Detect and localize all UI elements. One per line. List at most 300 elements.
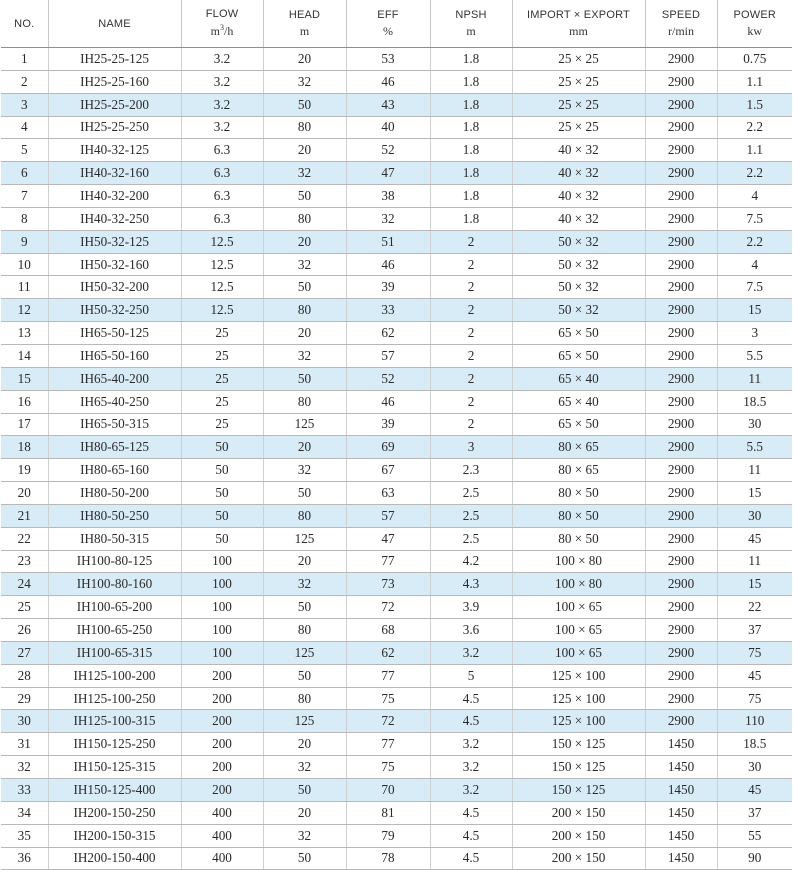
cell-port: 150 × 125 bbox=[512, 733, 645, 756]
cell-port: 80 × 50 bbox=[512, 504, 645, 527]
cell-speed: 2900 bbox=[645, 185, 717, 208]
cell-flow: 12.5 bbox=[181, 299, 263, 322]
col-header-import-export-unit: mm bbox=[569, 23, 588, 38]
cell-speed: 2900 bbox=[645, 596, 717, 619]
cell-port: 40 × 32 bbox=[512, 139, 645, 162]
cell-eff: 78 bbox=[346, 847, 430, 870]
cell-flow: 50 bbox=[181, 504, 263, 527]
cell-name: IH40-32-250 bbox=[48, 207, 181, 230]
cell-name: IH25-25-125 bbox=[48, 48, 181, 71]
cell-power: 30 bbox=[717, 504, 792, 527]
cell-head: 20 bbox=[263, 801, 346, 824]
cell-power: 22 bbox=[717, 596, 792, 619]
cell-power: 1.1 bbox=[717, 70, 792, 93]
cell-npsh: 1.8 bbox=[430, 207, 512, 230]
cell-flow: 100 bbox=[181, 619, 263, 642]
cell-flow: 200 bbox=[181, 687, 263, 710]
cell-power: 15 bbox=[717, 573, 792, 596]
cell-port: 25 × 25 bbox=[512, 48, 645, 71]
cell-head: 80 bbox=[263, 390, 346, 413]
cell-head: 20 bbox=[263, 322, 346, 345]
cell-power: 11 bbox=[717, 367, 792, 390]
cell-flow: 25 bbox=[181, 413, 263, 436]
cell-port: 200 × 150 bbox=[512, 847, 645, 870]
col-header-eff-unit: % bbox=[383, 23, 393, 38]
cell-port: 50 × 32 bbox=[512, 253, 645, 276]
cell-flow: 6.3 bbox=[181, 185, 263, 208]
col-header-import-export bbox=[512, 0, 645, 48]
cell-speed: 1450 bbox=[645, 779, 717, 802]
cell-head: 80 bbox=[263, 619, 346, 642]
pump-spec-table bbox=[1, 0, 792, 870]
cell-npsh: 3.2 bbox=[430, 641, 512, 664]
cell-speed: 2900 bbox=[645, 139, 717, 162]
cell-flow: 50 bbox=[181, 482, 263, 505]
table-row bbox=[1, 139, 792, 162]
cell-power: 75 bbox=[717, 641, 792, 664]
cell-eff: 46 bbox=[346, 253, 430, 276]
col-header-speed bbox=[645, 0, 717, 48]
cell-power: 18.5 bbox=[717, 733, 792, 756]
cell-name: IH25-25-200 bbox=[48, 93, 181, 116]
table-body bbox=[1, 48, 792, 870]
cell-head: 20 bbox=[263, 550, 346, 573]
cell-npsh: 2 bbox=[430, 413, 512, 436]
cell-speed: 2900 bbox=[645, 573, 717, 596]
cell-port: 125 × 100 bbox=[512, 710, 645, 733]
cell-speed: 2900 bbox=[645, 230, 717, 253]
cell-head: 32 bbox=[263, 756, 346, 779]
cell-power: 2.2 bbox=[717, 162, 792, 185]
cell-port: 80 × 65 bbox=[512, 459, 645, 482]
cell-name: IH200-150-250 bbox=[48, 801, 181, 824]
cell-head: 80 bbox=[263, 299, 346, 322]
cell-head: 50 bbox=[263, 779, 346, 802]
cell-eff: 52 bbox=[346, 139, 430, 162]
cell-npsh: 1.8 bbox=[430, 185, 512, 208]
cell-name: IH80-50-315 bbox=[48, 527, 181, 550]
cell-eff: 47 bbox=[346, 162, 430, 185]
cell-power: 5.5 bbox=[717, 344, 792, 367]
cell-flow: 200 bbox=[181, 664, 263, 687]
cell-eff: 75 bbox=[346, 687, 430, 710]
cell-npsh: 3 bbox=[430, 436, 512, 459]
cell-speed: 2900 bbox=[645, 436, 717, 459]
cell-no: 34 bbox=[1, 801, 48, 824]
cell-head: 125 bbox=[263, 641, 346, 664]
cell-no: 35 bbox=[1, 824, 48, 847]
header-row bbox=[1, 0, 792, 48]
col-header-power-unit: kw bbox=[747, 23, 763, 38]
cell-power: 7.5 bbox=[717, 276, 792, 299]
cell-speed: 2900 bbox=[645, 70, 717, 93]
cell-head: 20 bbox=[263, 436, 346, 459]
cell-flow: 12.5 bbox=[181, 253, 263, 276]
cell-speed: 1450 bbox=[645, 733, 717, 756]
cell-eff: 70 bbox=[346, 779, 430, 802]
cell-npsh: 4.5 bbox=[430, 801, 512, 824]
table-row bbox=[1, 230, 792, 253]
cell-power: 7.5 bbox=[717, 207, 792, 230]
col-header-name-label: NAME bbox=[98, 17, 131, 30]
cell-name: IH80-65-160 bbox=[48, 459, 181, 482]
cell-speed: 2900 bbox=[645, 710, 717, 733]
cell-name: IH25-25-160 bbox=[48, 70, 181, 93]
cell-power: 1.5 bbox=[717, 93, 792, 116]
cell-name: IH65-40-250 bbox=[48, 390, 181, 413]
table-row bbox=[1, 48, 792, 71]
cell-power: 4 bbox=[717, 185, 792, 208]
cell-name: IH200-150-400 bbox=[48, 847, 181, 870]
cell-head: 20 bbox=[263, 48, 346, 71]
cell-npsh: 2 bbox=[430, 390, 512, 413]
cell-flow: 3.2 bbox=[181, 116, 263, 139]
cell-port: 65 × 40 bbox=[512, 367, 645, 390]
cell-name: IH80-50-200 bbox=[48, 482, 181, 505]
cell-npsh: 3.2 bbox=[430, 779, 512, 802]
cell-flow: 200 bbox=[181, 756, 263, 779]
cell-head: 125 bbox=[263, 527, 346, 550]
cell-npsh: 2 bbox=[430, 299, 512, 322]
col-header-no-label: NO. bbox=[14, 17, 35, 30]
cell-eff: 81 bbox=[346, 801, 430, 824]
cell-eff: 32 bbox=[346, 207, 430, 230]
cell-eff: 72 bbox=[346, 596, 430, 619]
cell-speed: 2900 bbox=[645, 276, 717, 299]
cell-port: 65 × 40 bbox=[512, 390, 645, 413]
cell-port: 25 × 25 bbox=[512, 70, 645, 93]
cell-port: 40 × 32 bbox=[512, 207, 645, 230]
col-header-power bbox=[717, 0, 792, 48]
cell-speed: 2900 bbox=[645, 48, 717, 71]
cell-port: 100 × 65 bbox=[512, 619, 645, 642]
cell-head: 32 bbox=[263, 253, 346, 276]
cell-no: 11 bbox=[1, 276, 48, 299]
cell-eff: 77 bbox=[346, 664, 430, 687]
cell-eff: 72 bbox=[346, 710, 430, 733]
table-row bbox=[1, 459, 792, 482]
cell-no: 16 bbox=[1, 390, 48, 413]
cell-npsh: 1.8 bbox=[430, 93, 512, 116]
cell-no: 1 bbox=[1, 48, 48, 71]
col-header-head bbox=[263, 0, 346, 48]
cell-npsh: 2 bbox=[430, 253, 512, 276]
cell-no: 32 bbox=[1, 756, 48, 779]
cell-npsh: 4.5 bbox=[430, 687, 512, 710]
table-row bbox=[1, 299, 792, 322]
cell-head: 32 bbox=[263, 344, 346, 367]
cell-head: 20 bbox=[263, 733, 346, 756]
cell-power: 2.2 bbox=[717, 230, 792, 253]
cell-name: IH40-32-125 bbox=[48, 139, 181, 162]
cell-head: 32 bbox=[263, 573, 346, 596]
cell-power: 3 bbox=[717, 322, 792, 345]
cell-name: IH100-65-315 bbox=[48, 641, 181, 664]
table-row bbox=[1, 733, 792, 756]
cell-port: 100 × 65 bbox=[512, 641, 645, 664]
cell-power: 30 bbox=[717, 413, 792, 436]
cell-npsh: 3.2 bbox=[430, 733, 512, 756]
cell-power: 0.75 bbox=[717, 48, 792, 71]
cell-flow: 200 bbox=[181, 710, 263, 733]
cell-flow: 50 bbox=[181, 436, 263, 459]
cell-flow: 3.2 bbox=[181, 70, 263, 93]
table-row bbox=[1, 710, 792, 733]
cell-flow: 100 bbox=[181, 641, 263, 664]
cell-eff: 77 bbox=[346, 550, 430, 573]
cell-no: 5 bbox=[1, 139, 48, 162]
col-header-power-label: POWER bbox=[733, 8, 777, 21]
col-header-no bbox=[1, 0, 48, 48]
flow-unit-sup: 3 bbox=[220, 23, 224, 32]
table-row bbox=[1, 824, 792, 847]
cell-eff: 40 bbox=[346, 116, 430, 139]
cell-head: 20 bbox=[263, 139, 346, 162]
col-header-name bbox=[48, 0, 181, 48]
cell-eff: 57 bbox=[346, 504, 430, 527]
table-row bbox=[1, 185, 792, 208]
cell-speed: 2900 bbox=[645, 299, 717, 322]
cell-npsh: 3.6 bbox=[430, 619, 512, 642]
cell-speed: 2900 bbox=[645, 482, 717, 505]
cell-no: 17 bbox=[1, 413, 48, 436]
cell-power: 15 bbox=[717, 482, 792, 505]
cell-port: 25 × 25 bbox=[512, 93, 645, 116]
cell-name: IH200-150-315 bbox=[48, 824, 181, 847]
cell-name: IH150-125-315 bbox=[48, 756, 181, 779]
cell-no: 14 bbox=[1, 344, 48, 367]
cell-head: 80 bbox=[263, 207, 346, 230]
cell-power: 45 bbox=[717, 779, 792, 802]
cell-speed: 1450 bbox=[645, 847, 717, 870]
cell-no: 23 bbox=[1, 550, 48, 573]
cell-flow: 12.5 bbox=[181, 230, 263, 253]
cell-port: 65 × 50 bbox=[512, 413, 645, 436]
cell-head: 80 bbox=[263, 504, 346, 527]
cell-flow: 400 bbox=[181, 847, 263, 870]
table-row bbox=[1, 573, 792, 596]
cell-npsh: 1.8 bbox=[430, 139, 512, 162]
cell-eff: 79 bbox=[346, 824, 430, 847]
cell-name: IH150-125-400 bbox=[48, 779, 181, 802]
cell-eff: 67 bbox=[346, 459, 430, 482]
cell-no: 31 bbox=[1, 733, 48, 756]
cell-port: 65 × 50 bbox=[512, 344, 645, 367]
cell-speed: 2900 bbox=[645, 116, 717, 139]
cell-power: 75 bbox=[717, 687, 792, 710]
cell-speed: 2900 bbox=[645, 344, 717, 367]
cell-flow: 25 bbox=[181, 322, 263, 345]
cell-name: IH125-100-315 bbox=[48, 710, 181, 733]
table-row bbox=[1, 664, 792, 687]
cell-eff: 62 bbox=[346, 641, 430, 664]
cell-speed: 2900 bbox=[645, 93, 717, 116]
cell-head: 50 bbox=[263, 847, 346, 870]
cell-npsh: 2.5 bbox=[430, 527, 512, 550]
table-row bbox=[1, 641, 792, 664]
cell-npsh: 3.9 bbox=[430, 596, 512, 619]
table-row bbox=[1, 322, 792, 345]
cell-npsh: 2.3 bbox=[430, 459, 512, 482]
cell-speed: 2900 bbox=[645, 390, 717, 413]
cell-no: 36 bbox=[1, 847, 48, 870]
cell-speed: 2900 bbox=[645, 253, 717, 276]
cell-name: IH50-32-160 bbox=[48, 253, 181, 276]
col-header-flow-unit bbox=[182, 23, 263, 39]
cell-eff: 39 bbox=[346, 413, 430, 436]
cell-speed: 2900 bbox=[645, 459, 717, 482]
cell-eff: 62 bbox=[346, 322, 430, 345]
col-header-head-label: HEAD bbox=[288, 8, 321, 21]
cell-flow: 50 bbox=[181, 459, 263, 482]
cell-speed: 2900 bbox=[645, 619, 717, 642]
cell-speed: 2900 bbox=[645, 687, 717, 710]
cell-no: 28 bbox=[1, 664, 48, 687]
cell-port: 100 × 65 bbox=[512, 596, 645, 619]
cell-power: 2.2 bbox=[717, 116, 792, 139]
cell-eff: 51 bbox=[346, 230, 430, 253]
cell-port: 50 × 32 bbox=[512, 299, 645, 322]
cell-speed: 2900 bbox=[645, 207, 717, 230]
cell-port: 100 × 80 bbox=[512, 573, 645, 596]
flow-unit-tail: /h bbox=[224, 24, 234, 38]
cell-port: 40 × 32 bbox=[512, 162, 645, 185]
cell-port: 80 × 50 bbox=[512, 482, 645, 505]
col-header-flow bbox=[181, 0, 263, 48]
cell-port: 150 × 125 bbox=[512, 779, 645, 802]
cell-power: 45 bbox=[717, 527, 792, 550]
cell-npsh: 2 bbox=[430, 344, 512, 367]
col-header-head-unit: m bbox=[299, 23, 310, 38]
cell-no: 24 bbox=[1, 573, 48, 596]
cell-eff: 47 bbox=[346, 527, 430, 550]
cell-no: 27 bbox=[1, 641, 48, 664]
cell-no: 19 bbox=[1, 459, 48, 482]
cell-npsh: 2 bbox=[430, 276, 512, 299]
col-header-speed-label: SPEED bbox=[661, 8, 701, 21]
cell-flow: 100 bbox=[181, 550, 263, 573]
cell-eff: 39 bbox=[346, 276, 430, 299]
cell-no: 7 bbox=[1, 185, 48, 208]
cell-power: 45 bbox=[717, 664, 792, 687]
cell-port: 150 × 125 bbox=[512, 756, 645, 779]
cell-power: 15 bbox=[717, 299, 792, 322]
cell-name: IH50-32-200 bbox=[48, 276, 181, 299]
cell-no: 25 bbox=[1, 596, 48, 619]
cell-port: 50 × 32 bbox=[512, 230, 645, 253]
cell-speed: 2900 bbox=[645, 413, 717, 436]
cell-name: IH80-65-125 bbox=[48, 436, 181, 459]
cell-flow: 3.2 bbox=[181, 48, 263, 71]
cell-port: 40 × 32 bbox=[512, 185, 645, 208]
cell-no: 22 bbox=[1, 527, 48, 550]
cell-no: 6 bbox=[1, 162, 48, 185]
table-row bbox=[1, 527, 792, 550]
table-row bbox=[1, 550, 792, 573]
cell-head: 50 bbox=[263, 482, 346, 505]
cell-head: 32 bbox=[263, 70, 346, 93]
cell-flow: 25 bbox=[181, 344, 263, 367]
cell-flow: 3.2 bbox=[181, 93, 263, 116]
cell-power: 11 bbox=[717, 459, 792, 482]
cell-eff: 38 bbox=[346, 185, 430, 208]
cell-no: 12 bbox=[1, 299, 48, 322]
cell-port: 25 × 25 bbox=[512, 116, 645, 139]
cell-eff: 57 bbox=[346, 344, 430, 367]
cell-npsh: 1.8 bbox=[430, 116, 512, 139]
table-row bbox=[1, 779, 792, 802]
cell-speed: 2900 bbox=[645, 504, 717, 527]
cell-name: IH50-32-250 bbox=[48, 299, 181, 322]
cell-head: 125 bbox=[263, 710, 346, 733]
cell-eff: 46 bbox=[346, 70, 430, 93]
cell-no: 8 bbox=[1, 207, 48, 230]
cell-head: 125 bbox=[263, 413, 346, 436]
cell-name: IH25-25-250 bbox=[48, 116, 181, 139]
cell-head: 32 bbox=[263, 459, 346, 482]
cell-flow: 12.5 bbox=[181, 276, 263, 299]
cell-power: 37 bbox=[717, 619, 792, 642]
cell-power: 5.5 bbox=[717, 436, 792, 459]
cell-flow: 200 bbox=[181, 733, 263, 756]
cell-npsh: 1.8 bbox=[430, 162, 512, 185]
cell-speed: 2900 bbox=[645, 367, 717, 390]
table-row bbox=[1, 207, 792, 230]
cell-npsh: 4.2 bbox=[430, 550, 512, 573]
cell-head: 50 bbox=[263, 276, 346, 299]
cell-port: 200 × 150 bbox=[512, 801, 645, 824]
table-row bbox=[1, 801, 792, 824]
col-header-eff bbox=[346, 0, 430, 48]
cell-speed: 2900 bbox=[645, 322, 717, 345]
col-header-speed-unit: r/min bbox=[668, 23, 694, 38]
table-row bbox=[1, 596, 792, 619]
cell-no: 20 bbox=[1, 482, 48, 505]
cell-no: 13 bbox=[1, 322, 48, 345]
cell-npsh: 1.8 bbox=[430, 70, 512, 93]
cell-head: 50 bbox=[263, 93, 346, 116]
cell-flow: 25 bbox=[181, 367, 263, 390]
cell-flow: 100 bbox=[181, 573, 263, 596]
cell-speed: 1450 bbox=[645, 801, 717, 824]
cell-name: IH100-65-200 bbox=[48, 596, 181, 619]
cell-no: 18 bbox=[1, 436, 48, 459]
cell-eff: 77 bbox=[346, 733, 430, 756]
table-row bbox=[1, 276, 792, 299]
cell-no: 21 bbox=[1, 504, 48, 527]
cell-flow: 6.3 bbox=[181, 207, 263, 230]
cell-flow: 6.3 bbox=[181, 162, 263, 185]
cell-speed: 2900 bbox=[645, 527, 717, 550]
cell-name: IH100-80-125 bbox=[48, 550, 181, 573]
cell-no: 9 bbox=[1, 230, 48, 253]
cell-head: 80 bbox=[263, 116, 346, 139]
cell-power: 30 bbox=[717, 756, 792, 779]
cell-name: IH100-80-160 bbox=[48, 573, 181, 596]
cell-name: IH65-50-160 bbox=[48, 344, 181, 367]
cell-name: IH80-50-250 bbox=[48, 504, 181, 527]
cell-eff: 69 bbox=[346, 436, 430, 459]
cell-power: 37 bbox=[717, 801, 792, 824]
cell-speed: 2900 bbox=[645, 641, 717, 664]
table-row bbox=[1, 847, 792, 870]
col-header-flow-label: FLOW bbox=[205, 8, 239, 20]
cell-port: 80 × 65 bbox=[512, 436, 645, 459]
cell-npsh: 4.3 bbox=[430, 573, 512, 596]
cell-speed: 2900 bbox=[645, 664, 717, 687]
col-header-import-export-label: IMPORT × EXPORT bbox=[527, 8, 630, 21]
cell-power: 18.5 bbox=[717, 390, 792, 413]
